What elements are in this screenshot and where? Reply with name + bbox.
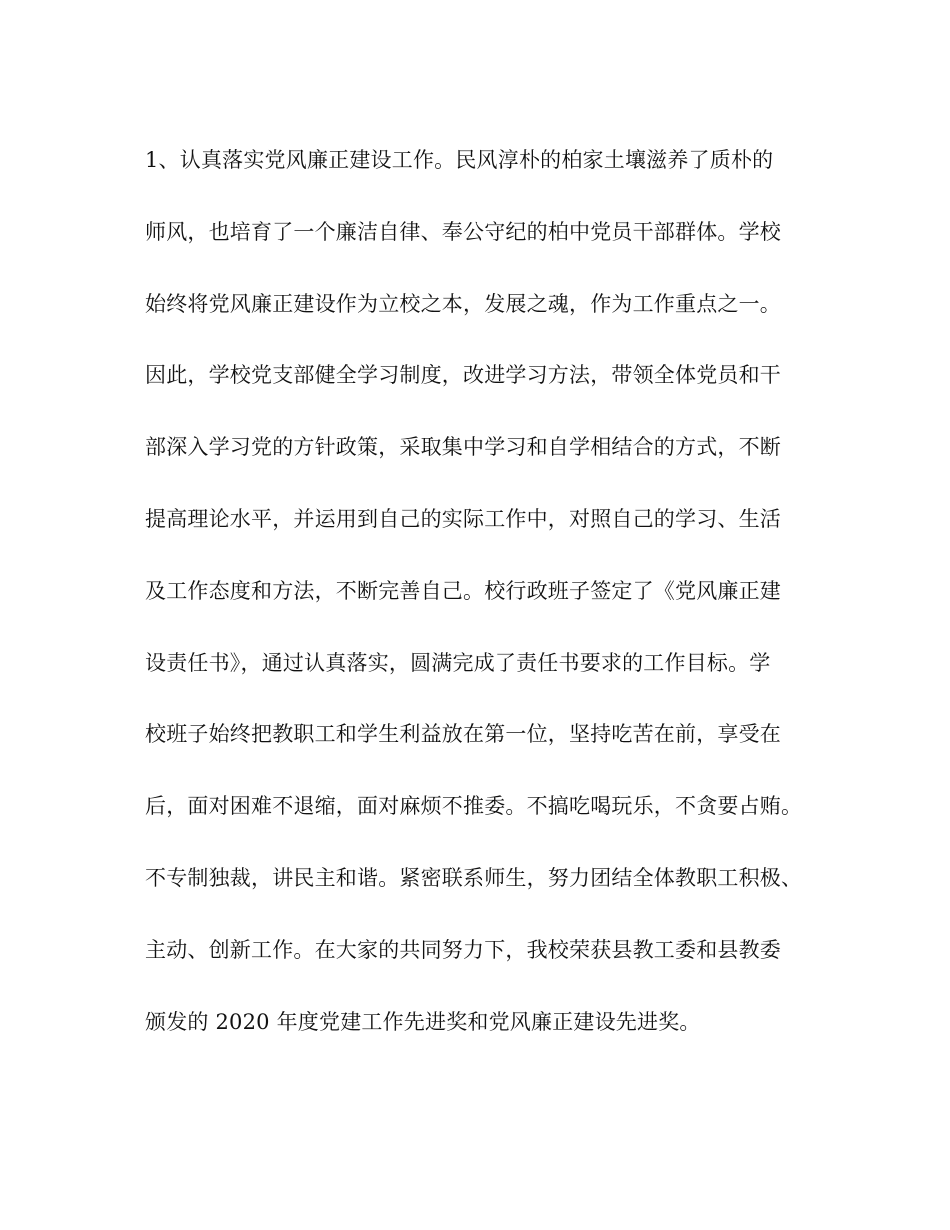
paragraph-line: 及工作态度和方法，不断完善自己。校行政班子签定了《党风廉正建 <box>145 578 781 603</box>
paragraph <box>145 140 825 1073</box>
paragraph-line: 后，面对困难不退缩，面对麻烦不推委。不搞吃喝玩乐，不贪要占贿。 <box>145 794 803 819</box>
paragraph-line: 1、认真落实党风廉正建设工作。民风淳朴的柏家土壤滋养了质朴的 <box>145 148 774 172</box>
paragraph-line: 部深入学习党的方针政策，采取集中学习和自学相结合的方式，不断 <box>145 435 781 460</box>
paragraph-line: 提高理论水平，并运用到自己的实际工作中，对照自己的学习、生活 <box>145 506 781 531</box>
paragraph-line: 设责任书》，通过认真落实，圆满完成了责任书要求的工作目标。学 <box>145 650 771 675</box>
paragraph-line: 颁发的 2020 年度党建工作先进奖和党风廉正建设先进奖。 <box>145 1009 701 1034</box>
paragraph-line: 不专制独裁，讲民主和谐。紧密联系师生，努力团结全体教职工积极、 <box>145 865 803 890</box>
paragraph-line: 因此，学校党支部健全学习制度，改进学习方法，带领全体党员和干 <box>145 363 781 388</box>
paragraph-line: 校班子始终把教职工和学生利益放在第一位，坚持吃苦在前，享受在 <box>145 722 781 747</box>
paragraph-line: 主动、创新工作。在大家的共同努力下，我校荣获县教工委和县教委 <box>145 937 781 962</box>
paragraph-line: 始终将党风廉正建设作为立校之本，发展之魂，作为工作重点之一。 <box>145 291 781 316</box>
paragraph-line: 师风，也培育了一个廉洁自律、奉公守纪的柏中党员干部群体。学校 <box>145 219 781 244</box>
